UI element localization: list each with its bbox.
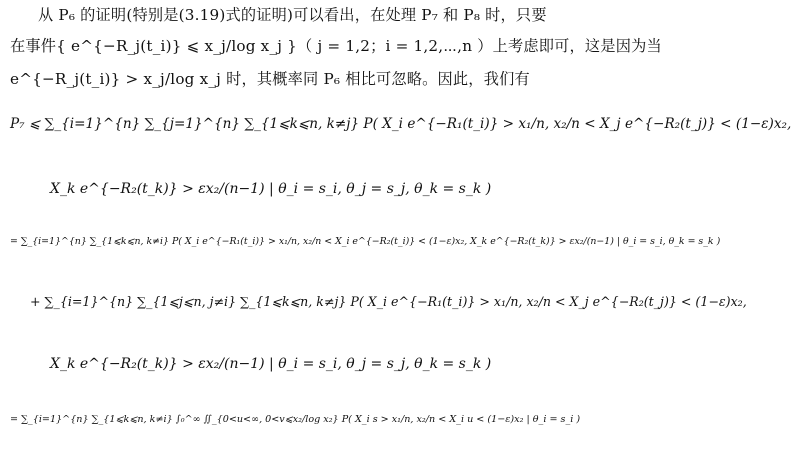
equation-line-1: P₇ ⩽ ∑_{i=1}^{n} ∑_{j=1}^{n} ∑_{1⩽k⩽n, k≠j} P( X_i e^{−R₁(t_i)} > x₁/n, x₂/n < X_j e^{−R₂(t_j)} < (1−ε)x₂, xyxy=(10,116,791,132)
equation-line-2: X_k e^{−R₂(t_k)} > εx₂/(n−1) | θ_i = s_i, θ_j = s_j, θ_k = s_k ) xyxy=(50,181,492,197)
paragraph-line-1: 从 P₆ 的证明(特别是(3.19)式的证明)可以看出，在处理 P₇ 和 P₈ 时，只要 xyxy=(38,6,547,24)
paragraph-line-3: e^{−R_j(t_i)} > x_j/log x_j 时，其概率同 P₆ 相比可忽略。因此，我们有 xyxy=(10,70,530,88)
paragraph-line-2: 在事件{ e^{−R_j(t_i)} ⩽ x_j/log x_j }（ j = 1,2；i = 1,2,⋯,n ）上考虑即可，这是因为当 xyxy=(10,37,662,55)
equation-line-5: X_k e^{−R₂(t_k)} > εx₂/(n−1) | θ_i = s_i, θ_j = s_j, θ_k = s_k ) xyxy=(50,356,492,372)
equation-line-6: = ∑_{i=1}^{n} ∑_{1⩽k⩽n, k≠i} ∫₀^∞ ∬_{0<u<∞, 0<v⩽x₂/log x₂} P( X_i s > x₁/n, x₂/n < X_i u < (1−ε)x₂ | θ_i = s_i ) xyxy=(10,414,581,425)
equation-line-4: + ∑_{i=1}^{n} ∑_{1⩽j⩽n, j≠i} ∑_{1⩽k⩽n, k≠j} P( X_i e^{−R₁(t_i)} > x₁/n, x₂/n < X_j e^{−R₂(t_j)} < (1−ε)x₂, xyxy=(30,294,747,309)
equation-line-3: = ∑_{i=1}^{n} ∑_{1⩽k⩽n, k≠i} P( X_i e^{−R₁(t_i)} > x₁/n, x₂/n < X_i e^{−R₂(t_i)} < (1−ε)x₂, X_k e^{−R₂(t_k)} > εx₂/(n−1) | θ_i = s_i, θ_k = s_k ) xyxy=(10,236,721,247)
